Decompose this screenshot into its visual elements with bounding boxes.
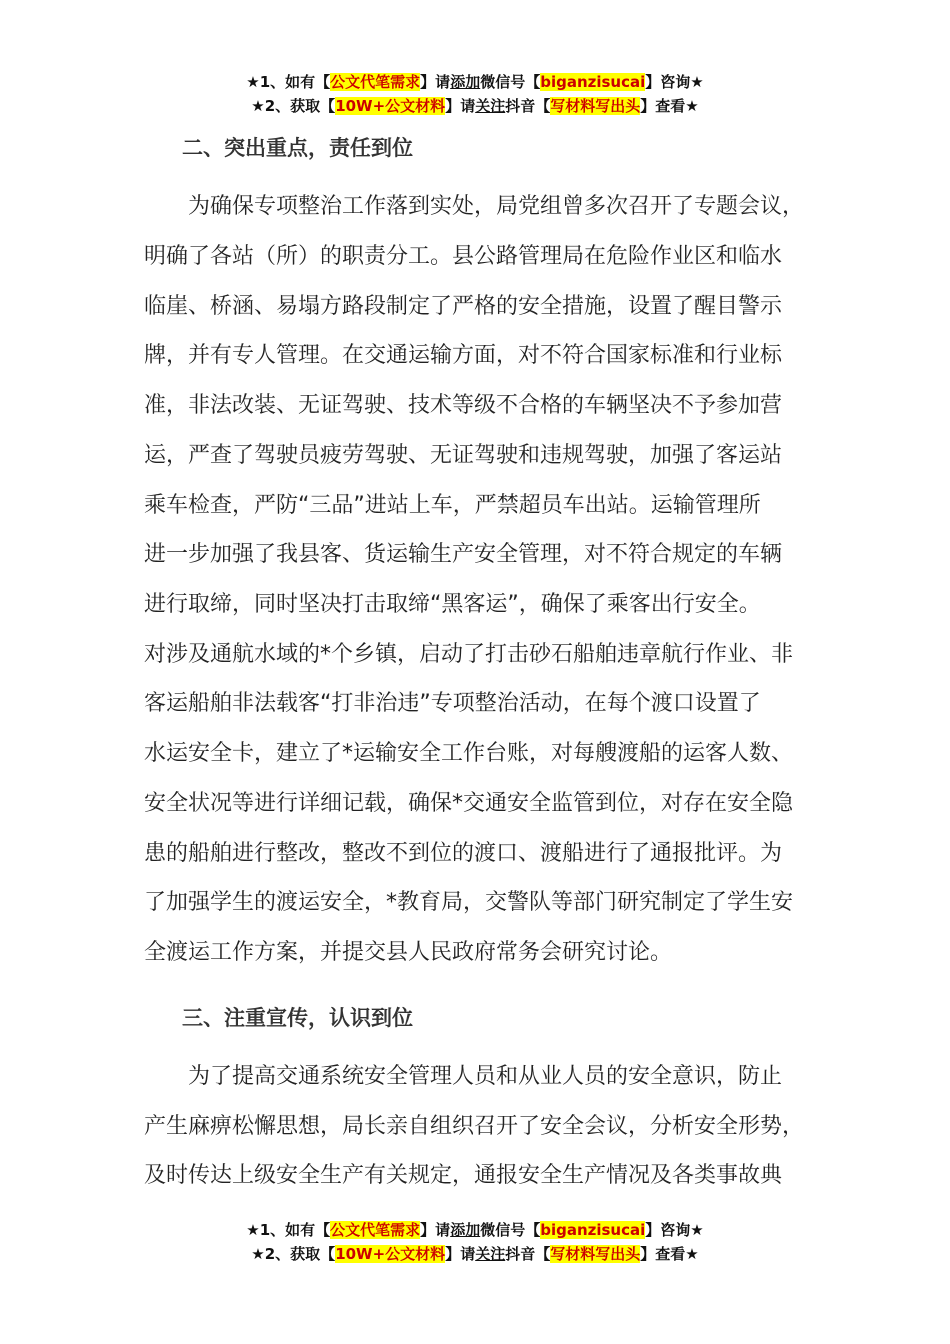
paragraph-line: 了加强学生的渡运安全，*教育局，交警队等部门研究制定了学生安: [144, 890, 794, 915]
banner-text: 】请: [420, 1221, 451, 1239]
banner-text: 抖音【: [505, 1245, 551, 1263]
banner-text: ★2、获取【: [251, 1245, 336, 1263]
paragraph-line: 水运安全卡，建立了*运输安全工作台账，对每艘渡船的运客人数、: [144, 741, 794, 766]
paragraph-line: 临崖、桥涵、易塌方路段制定了严格的安全措施，设置了醒目警示: [144, 294, 783, 319]
banner-line-1: [0, 70, 950, 94]
paragraph-line: 运，严查了驾驶员疲劳驾驶、无证驾驶和违规驾驶，加强了客运站: [144, 443, 783, 468]
paragraph-line: 进行取缔，同时坚决打击取缔“黑客运”，确保了乘客出行安全。: [144, 592, 761, 617]
paragraph-line: 患的船舶进行整改，整改不到位的渡口、渡船进行了通报批评。为: [144, 841, 783, 866]
paragraph-line: 乘车检查，严防“三品”进站上车，严禁超员车出站。运输管理所: [144, 493, 761, 518]
banner-text: 】请: [445, 1245, 476, 1263]
banner-line-2: [0, 1242, 950, 1266]
banner-text: 】查看★: [640, 97, 699, 115]
paragraph-line: 牌，并有专人管理。在交通运输方面，对不符合国家标准和行业标: [144, 343, 783, 368]
banner-text: ★1、如有【: [246, 1221, 331, 1239]
banner-text: 抖音【: [505, 97, 551, 115]
paragraph-line: 进一步加强了我县客、货运输生产安全管理，对不符合规定的车辆: [144, 542, 783, 567]
banner-text: ★1、如有【: [246, 73, 331, 91]
banner-line-1: [0, 1218, 950, 1242]
paragraph-line: 产生麻痹松懈思想，局长亲自组织召开了安全会议，分析安全形势，: [144, 1114, 805, 1139]
douyin-account: 写材料写出头: [550, 1245, 641, 1263]
paragraph-line: 为确保专项整治工作落到实处，局党组曾多次召开了专题会议，: [144, 194, 805, 219]
highlight-text: 公文代笔需求: [330, 1221, 421, 1239]
paragraph-line: 为了提高交通系统安全管理人员和从业人员的安全意识，防止: [144, 1064, 783, 1089]
banner-text: 】请: [420, 73, 451, 91]
banner-text: 】查看★: [640, 1245, 699, 1263]
banner-text: 】咨询★: [645, 1221, 704, 1239]
underlined-text: 添加: [450, 73, 481, 91]
section-heading-2: 二、突出重点，责任到位: [182, 136, 413, 160]
section-heading-3: 三、注重宣传，认识到位: [182, 1006, 413, 1030]
bottom-banner: [0, 1218, 950, 1266]
highlight-text: 10W+公文材料: [335, 1245, 446, 1263]
banner-line-2: [0, 94, 950, 118]
douyin-account: 写材料写出头: [550, 97, 641, 115]
banner-text: 】请: [445, 97, 476, 115]
wechat-id: biganzisucai: [540, 1221, 646, 1239]
highlight-text: 10W+公文材料: [335, 97, 446, 115]
paragraph-line: 安全状况等进行详细记载，确保*交通安全监管到位，对存在安全隐: [144, 791, 794, 816]
banner-text: 微信号【: [480, 1221, 541, 1239]
paragraph-line: 及时传达上级安全生产有关规定，通报安全生产情况及各类事故典: [144, 1163, 783, 1188]
highlight-text: 公文代笔需求: [330, 73, 421, 91]
paragraph-line: 全渡运工作方案，并提交县人民政府常务会研究讨论。: [144, 940, 673, 965]
banner-text: 微信号【: [480, 73, 541, 91]
underlined-text: 关注: [475, 97, 506, 115]
banner-text: 】咨询★: [645, 73, 704, 91]
underlined-text: 添加: [450, 1221, 481, 1239]
paragraph-line: 对涉及通航水域的*个乡镇，启动了打击砂石船舶违章航行作业、非: [144, 642, 794, 667]
banner-text: ★2、获取【: [251, 97, 336, 115]
wechat-id: biganzisucai: [540, 73, 646, 91]
top-banner: [0, 70, 950, 118]
paragraph-line: 明确了各站（所）的职责分工。县公路管理局在危险作业区和临水: [144, 244, 783, 269]
underlined-text: 关注: [475, 1245, 506, 1263]
paragraph-line: 客运船舶非法载客“打非治违”专项整治活动，在每个渡口设置了: [144, 691, 761, 716]
paragraph-line: 准，非法改装、无证驾驶、技术等级不合格的车辆坚决不予参加营: [144, 393, 783, 418]
